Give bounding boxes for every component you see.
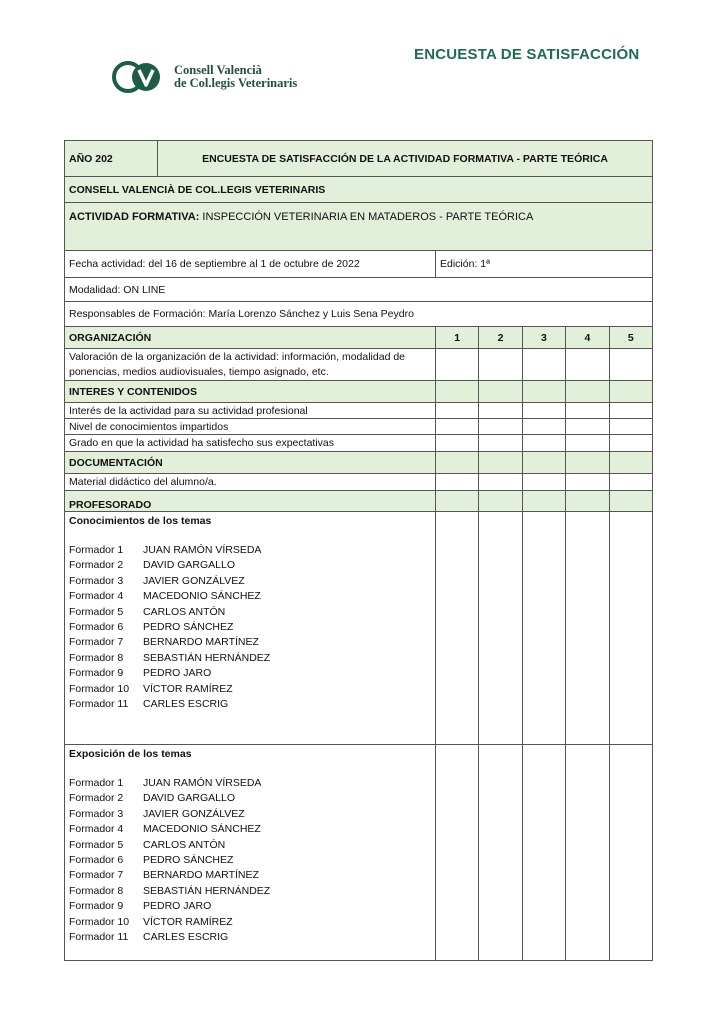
trainer-row: [69, 697, 431, 712]
trainer-label: Formador 6: [69, 854, 124, 867]
year-cell: AÑO 202: [65, 141, 158, 177]
activity-value: INSPECCIÓN VETERINARIA EN MATADEROS - PARTE TEÓRICA: [202, 211, 534, 223]
trainer-label: Formador 11: [69, 931, 129, 944]
trainer-row: [69, 558, 431, 573]
rating-cell[interactable]: [479, 349, 522, 381]
conocimientos-block: [65, 512, 436, 745]
question-interes-3: Grado en que la actividad ha satisfecho sus expectativas: [65, 435, 436, 452]
rating-cell[interactable]: [436, 474, 479, 491]
organization-name: CONSELL VALENCIÀ DE COL.LEGIS VETERINARIS: [65, 177, 653, 203]
rating-cell[interactable]: [436, 435, 479, 452]
trainer-label: Formador 3: [69, 574, 124, 587]
rating-cell[interactable]: [566, 745, 609, 961]
trainer-name: JUAN RAMÓN VÍRSEDA: [143, 544, 262, 556]
trainer-label: Formador 1: [69, 544, 124, 556]
rating-cell[interactable]: [522, 419, 565, 435]
trainer-label: Formador 5: [69, 605, 124, 618]
rating-cell[interactable]: [609, 403, 652, 419]
trainer-label: Formador 10: [69, 682, 130, 695]
question-documentacion: Material didáctico del alumno/a.: [65, 474, 436, 491]
rating-cell[interactable]: [609, 435, 652, 452]
scale-5: 5: [609, 327, 652, 349]
section-profesorado: PROFESORADO: [65, 491, 436, 512]
trainer-name: CARLOS ANTÓN: [143, 605, 226, 618]
trainer-row: [69, 635, 431, 650]
trainer-label: Formador 2: [69, 792, 124, 805]
trainer-name: BERNARDO MARTÍNEZ: [143, 869, 259, 882]
trainer-label: Formador 2: [69, 559, 124, 572]
trainer-label: Formador 9: [69, 667, 124, 680]
trainer-label: Formador 7: [69, 636, 124, 649]
rating-cell[interactable]: [566, 474, 609, 491]
trainer-name: VÍCTOR RAMÍREZ: [143, 915, 233, 928]
trainer-name: PEDRO JARO: [143, 900, 212, 913]
scale-3: 3: [522, 327, 565, 349]
trainer-label: Formador 10: [69, 915, 130, 928]
trainer-row: [69, 543, 431, 558]
trainer-row: [69, 899, 431, 914]
trainer-row: [69, 776, 431, 791]
rating-cell[interactable]: [522, 745, 565, 961]
trainer-name: JUAN RAMÓN VÍRSEDA: [143, 777, 262, 789]
section-documentacion: DOCUMENTACIÓN: [65, 452, 436, 474]
rating-cell[interactable]: [522, 435, 565, 452]
rating-cell[interactable]: [566, 403, 609, 419]
trainer-row: [69, 791, 431, 806]
trainer-label: Formador 6: [69, 621, 124, 634]
trainer-name: CARLOS ANTÓN: [143, 838, 226, 851]
modality: Modalidad: ON LINE: [65, 278, 653, 302]
rating-cell[interactable]: [479, 403, 522, 419]
trainer-name: JAVIER GONZÁLVEZ: [143, 574, 245, 587]
section-organizacion: ORGANIZACIÓN: [65, 327, 436, 349]
trainer-label: Formador 8: [69, 651, 124, 664]
rating-cell[interactable]: [436, 349, 479, 381]
trainer-name: PEDRO JARO: [143, 667, 212, 680]
activity-date: Fecha actividad: del 16 de septiembre al 1 de octubre de 2022: [65, 251, 436, 278]
conocimientos-heading: Conocimientos de los temas: [69, 515, 212, 527]
trainer-row: [69, 651, 431, 666]
logo-line-1: Consell Valencià: [174, 63, 262, 77]
rating-cell[interactable]: [479, 745, 522, 961]
survey-table: [64, 140, 653, 961]
trainer-row: [69, 884, 431, 899]
activity-label: ACTIVIDAD FORMATIVA:: [69, 211, 200, 223]
trainer-label: Formador 4: [69, 590, 124, 603]
rating-cell[interactable]: [436, 403, 479, 419]
logo: [108, 60, 297, 94]
responsables: Responsables de Formación: María Lorenzo Sánchez y Luis Sena Peydro: [65, 302, 653, 327]
rating-cell[interactable]: [522, 474, 565, 491]
rating-cell[interactable]: [566, 435, 609, 452]
rating-cell[interactable]: [436, 419, 479, 435]
trainer-name: PEDRO SÁNCHEZ: [143, 621, 234, 634]
rating-cell[interactable]: [436, 745, 479, 961]
trainer-row: [69, 807, 431, 822]
rating-cell[interactable]: [609, 474, 652, 491]
trainer-label: Formador 7: [69, 869, 124, 882]
rating-cell[interactable]: [566, 419, 609, 435]
rating-cell[interactable]: [609, 745, 652, 961]
scale-2: 2: [479, 327, 522, 349]
rating-cell[interactable]: [522, 403, 565, 419]
trainer-name: PEDRO SÁNCHEZ: [143, 854, 234, 867]
scale-4: 4: [566, 327, 609, 349]
logo-line-2: de Col.legis Veterinaris: [174, 76, 298, 90]
rating-cell[interactable]: [479, 419, 522, 435]
trainer-row: [69, 682, 431, 697]
rating-cell[interactable]: [522, 512, 565, 745]
rating-cell[interactable]: [436, 512, 479, 745]
rating-cell[interactable]: [566, 349, 609, 381]
trainer-name: MACEDONIO SÁNCHEZ: [143, 823, 261, 836]
trainer-label: Formador 8: [69, 884, 124, 897]
trainer-label: Formador 3: [69, 807, 124, 820]
trainer-label: Formador 1: [69, 777, 124, 789]
rating-cell[interactable]: [609, 419, 652, 435]
trainer-row: [69, 589, 431, 604]
trainer-row: [69, 838, 431, 853]
trainer-name: DAVID GARGALLO: [143, 559, 235, 572]
trainer-label: Formador 9: [69, 900, 124, 913]
trainer-label: Formador 11: [69, 698, 129, 711]
cvc-logo-icon: [108, 60, 166, 94]
scale-1: 1: [436, 327, 479, 349]
trainer-name: CARLES ESCRIG: [143, 931, 229, 944]
activity-row: [65, 203, 653, 251]
trainer-name: VÍCTOR RAMÍREZ: [143, 682, 233, 695]
edition: Edición: 1ª: [436, 251, 653, 278]
rating-cell[interactable]: [479, 435, 522, 452]
exposicion-block: [65, 745, 436, 961]
trainer-label: Formador 4: [69, 823, 124, 836]
trainer-row: [69, 930, 431, 945]
section-interes: INTERES Y CONTENIDOS: [65, 381, 436, 403]
question-interes-1: Interés de la actividad para su actividad profesional: [65, 403, 436, 419]
exposicion-heading: Exposición de los temas: [69, 748, 192, 760]
trainer-row: [69, 868, 431, 883]
question-organizacion: Valoración de la organización de la actividad: información, modalidad de ponencias, medios audiovisuales, tiempo asignado, etc.: [65, 349, 436, 381]
trainer-label: Formador 5: [69, 838, 124, 851]
trainer-row: [69, 605, 431, 620]
trainer-row: [69, 853, 431, 868]
trainer-name: JAVIER GONZÁLVEZ: [143, 807, 245, 820]
trainer-row: [69, 822, 431, 837]
trainer-row: [69, 915, 431, 930]
rating-cell[interactable]: [609, 349, 652, 381]
trainer-name: SEBASTIÁN HERNÁNDEZ: [143, 884, 271, 897]
trainer-row: [69, 666, 431, 681]
rating-cell[interactable]: [479, 512, 522, 745]
survey-title: ENCUESTA DE SATISFACCIÓN DE LA ACTIVIDAD FORMATIVA - PARTE TEÓRICA: [158, 141, 653, 177]
trainer-row: [69, 574, 431, 589]
trainer-name: MACEDONIO SÁNCHEZ: [143, 590, 261, 603]
trainer-name: DAVID GARGALLO: [143, 792, 235, 805]
trainer-name: BERNARDO MARTÍNEZ: [143, 636, 259, 649]
trainer-name: SEBASTIÁN HERNÁNDEZ: [143, 651, 271, 664]
rating-cell[interactable]: [522, 349, 565, 381]
trainer-row: [69, 620, 431, 635]
page-title: ENCUESTA DE SATISFACCIÓN: [414, 46, 640, 63]
question-interes-2: Nivel de conocimientos impartidos: [65, 419, 436, 435]
rating-cell[interactable]: [609, 512, 652, 745]
rating-cell[interactable]: [479, 474, 522, 491]
rating-cell[interactable]: [566, 512, 609, 745]
trainer-name: CARLES ESCRIG: [143, 698, 229, 711]
